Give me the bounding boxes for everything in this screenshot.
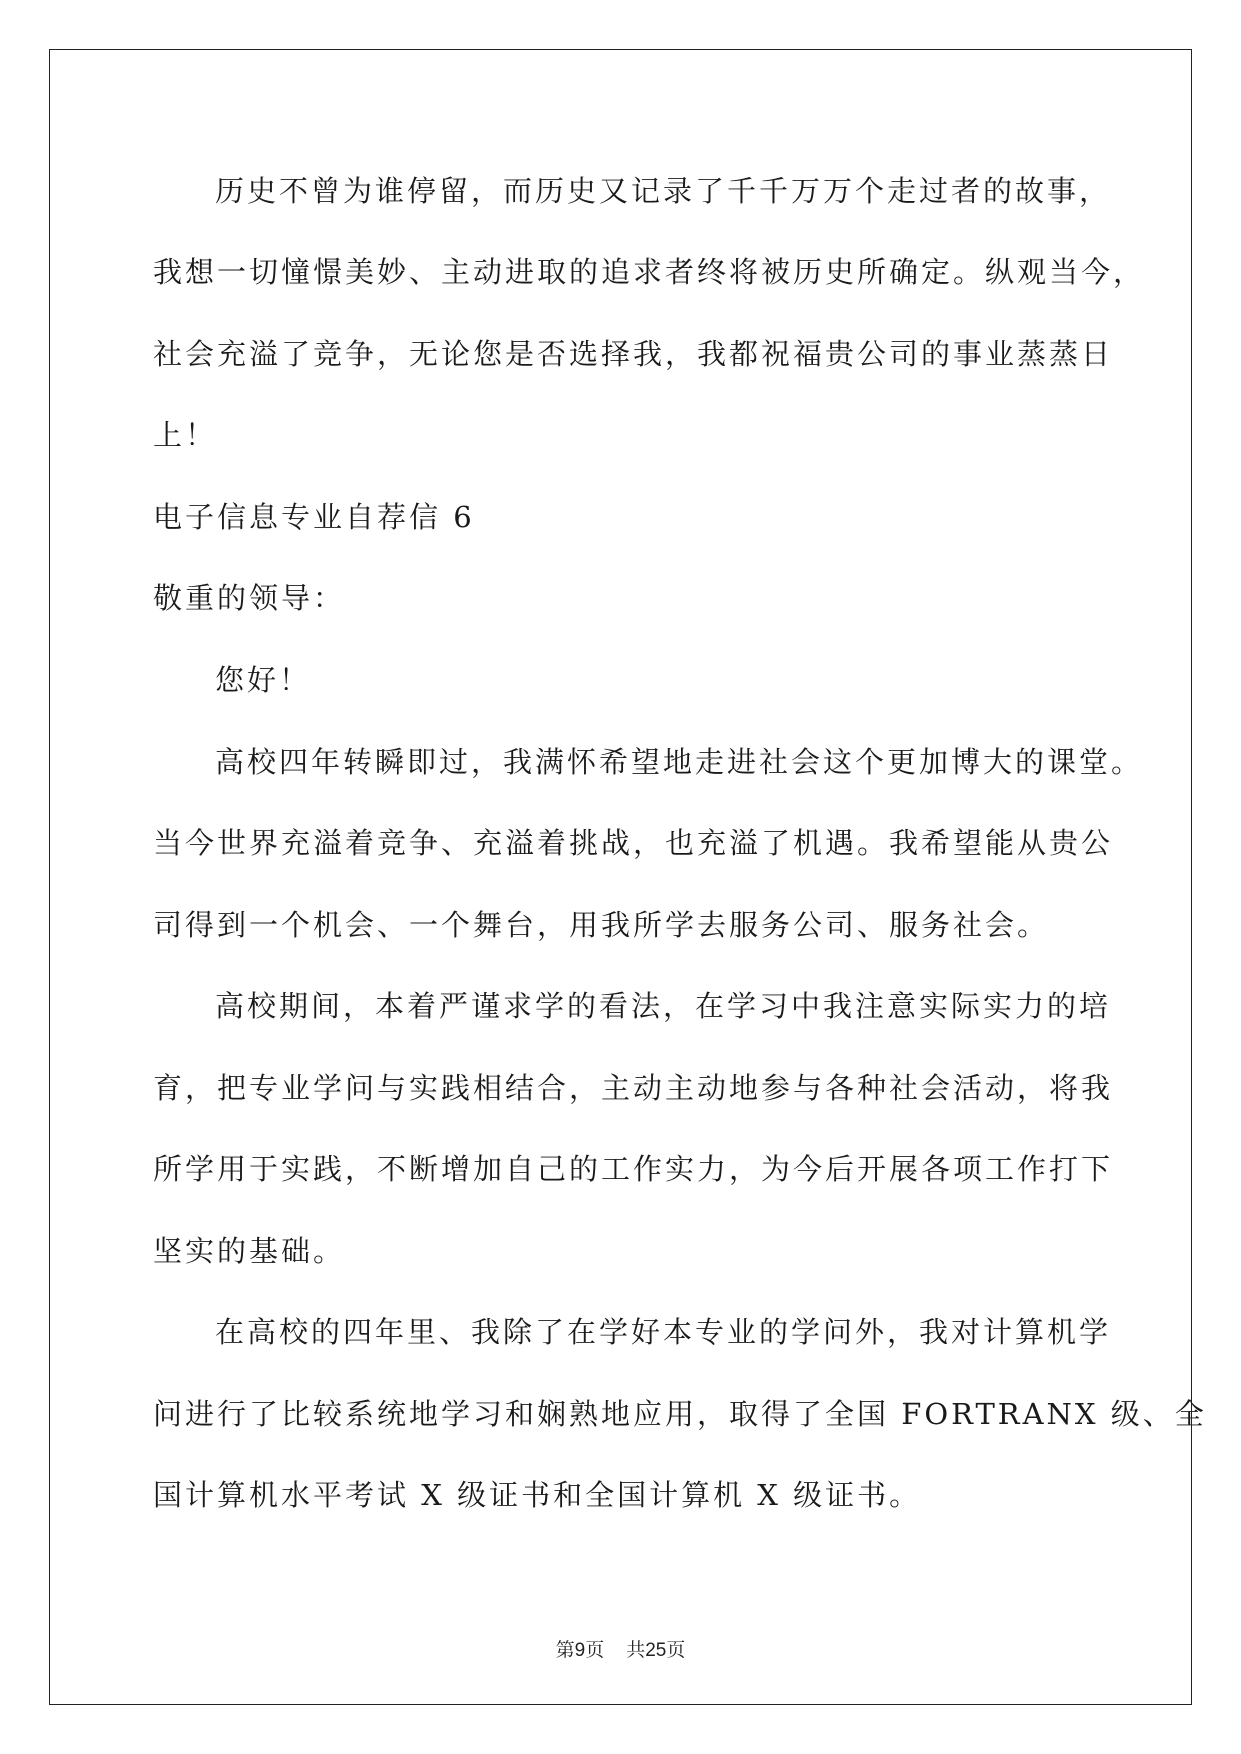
total-pages: 25 <box>645 1640 667 1661</box>
page-suffix: 页 <box>585 1639 605 1661</box>
paragraph-line: 国计算机水平考试 X 级证书和全国计算机 X 级证书。 <box>153 1478 922 1512</box>
page-number: 9 <box>574 1640 586 1661</box>
paragraph-line: 上！ <box>153 418 218 452</box>
section-heading: 电子信息专业自荐信 6 <box>153 500 475 534</box>
paragraph-line: 高校四年转瞬即过，我满怀希望地走进社会这个更加博大的课堂。 <box>215 745 1144 779</box>
paragraph-line: 问进行了比较系统地学习和娴熟地应用，取得了全国 FORTRANX 级、全 <box>153 1397 1207 1431</box>
page-footer <box>0 1635 1241 1662</box>
paragraph-line: 高校期间，本着严谨求学的看法，在学习中我注意实际实力的培 <box>215 989 1112 1023</box>
salutation: 敬重的领导： <box>153 581 346 615</box>
paragraph-line: 我想一切憧憬美妙、主动进取的追求者终将被历史所确定。纵观当今， <box>153 255 1146 289</box>
paragraph-line: 所学用于实践，不断增加自己的工作实力，为今后开展各项工作打下 <box>153 1152 1114 1186</box>
paragraph-line: 育，把专业学问与实践相结合，主动主动地参与各种社会活动，将我 <box>153 1071 1114 1105</box>
total-prefix: 共 <box>626 1639 646 1661</box>
paragraph-line: 司得到一个机会、一个舞台，用我所学去服务公司、服务社会。 <box>153 908 1050 942</box>
total-suffix: 页 <box>666 1639 686 1661</box>
paragraph-line: 当今世界充溢着竞争、充溢着挑战，也充溢了机遇。我希望能从贵公 <box>153 826 1114 860</box>
paragraph-line: 坚实的基础。 <box>153 1234 346 1268</box>
paragraph-line: 社会充溢了竞争，无论您是否选择我，我都祝福贵公司的事业蒸蒸日 <box>153 337 1114 371</box>
page-prefix: 第 <box>555 1639 575 1661</box>
paragraph-line: 历史不曾为谁停留，而历史又记录了千千万万个走过者的故事， <box>215 174 1112 208</box>
greeting: 您好！ <box>215 663 312 697</box>
page-border <box>49 49 1192 1705</box>
paragraph-line: 在高校的四年里、我除了在学好本专业的学问外，我对计算机学 <box>215 1315 1112 1349</box>
